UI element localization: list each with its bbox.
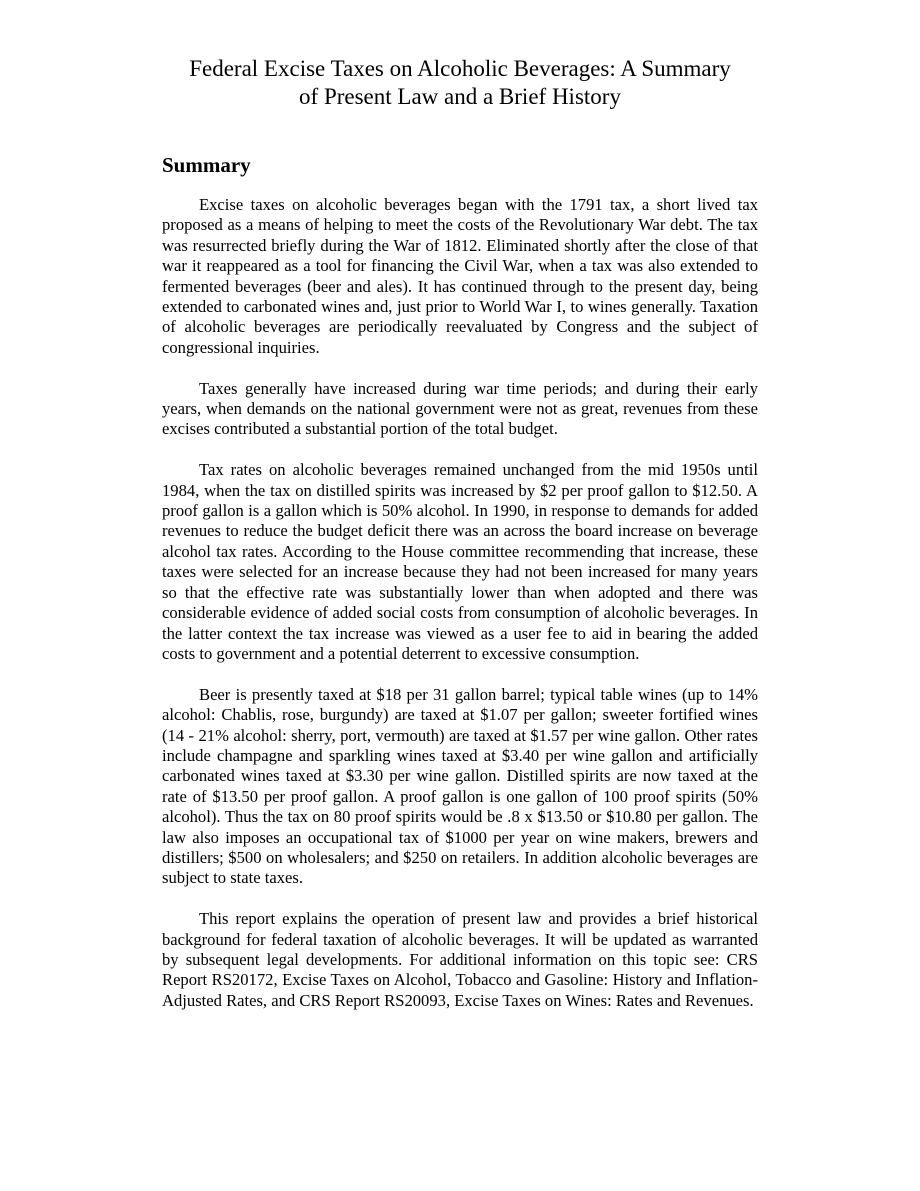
paragraph: This report explains the operation of present law and provides a brief historical background for federal taxation of alcoholic beverages. It will be updated as warranted by subsequent legal developments. For additional information on this topic see: CRS Report RS20172, Excise Taxes on Alcohol, Tobacco and Gasoline: History and Inflation-Adjusted Rates, and CRS Report RS20093, Excise Taxes on Wines: Rates and Revenues. [162,909,758,1010]
summary-body [162,195,758,1032]
document-page [162,55,758,1010]
paragraph: Tax rates on alcoholic beverages remained unchanged from the mid 1950s until 1984, when the tax on distilled spirits was increased by $2 per proof gallon to $12.50. A proof gallon is a gallon which is 50% alcohol. In 1990, in response to demands for added revenues to reduce the budget deficit there was an across the board increase on beverage alcohol tax rates. According to the House committee recommending that increase, these taxes were selected for an increase because they had not been increased for many years so that the effective rate was substantially lower than when adopted and there was considerable evidence of added social costs from consumption of alcoholic beverages. In the latter context the tax increase was viewed as a user fee to aid in bearing the added costs to government and a potential deterrent to excessive consumption. [162,460,758,663]
paragraph: Beer is presently taxed at $18 per 31 gallon barrel; typical table wines (up to 14% alcohol: Chablis, rose, burgundy) are taxed at $1.07 per gallon; sweeter fortified wines (14 - 21% alcohol: sherry, port, vermouth) are taxed at $1.57 per wine gallon. Other rates include champagne and sparkling wines taxed at $3.40 per wine gallon and artificially carbonated wines taxed at $3.30 per wine gallon. Distilled spirits are now taxed at the rate of $13.50 per proof gallon. A proof gallon is one gallon of 100 proof spirits (50% alcohol). Thus the tax on 80 proof spirits would be .8 x $13.50 or $10.80 per gallon. The law also imposes an occupational tax of $1000 per year on wine makers, brewers and distillers; $500 on wholesalers; and $250 on retailers. In addition alcoholic beverages are subject to state taxes. [162,684,758,888]
title-line-1: Federal Excise Taxes on Alcoholic Beverages: A Summary [189,56,731,81]
title-line-2: of Present Law and a Brief History [299,84,621,109]
document-title [142,55,778,111]
paragraph: Excise taxes on alcoholic beverages began with the 1791 tax, a short lived tax proposed as a means of helping to meet the costs of the Revolutionary War debt. The tax was resurrected briefly during the War of 1812. Eliminated shortly after the close of that war it reappeared as a tool for financing the Civil War, when a tax was also extended to fermented beverages (beer and ales). It has continued through to the present day, being extended to carbonated wines and, just prior to World War I, to wines generally. Taxation of alcoholic beverages are periodically reevaluated by Congress and the subject of congressional inquiries. [162,195,758,357]
paragraph: Taxes generally have increased during war time periods; and during their early years, when demands on the national government were not as great, revenues from these excises contributed a substantial portion of the total budget. [162,378,758,439]
section-heading-summary: Summary [162,153,251,177]
